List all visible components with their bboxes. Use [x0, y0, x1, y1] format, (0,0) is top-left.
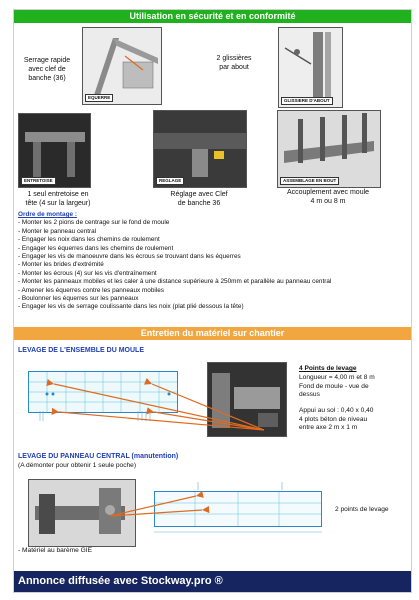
caption-entretoise — [18, 190, 98, 208]
caption-line: 4 m ou 8 m — [310, 198, 346, 205]
photo-reglage — [153, 110, 247, 188]
levage-panneau-subtitle: (A démonter pour obtenir 1 seule poche) — [18, 462, 137, 469]
photo-entretoise — [18, 113, 91, 188]
document-page — [13, 9, 412, 593]
caption-serrage — [16, 56, 78, 83]
photo-label-glissiere: GLISSIERE D'ABOUT — [281, 97, 333, 105]
photo-label-reglage: REGLAGE — [156, 177, 184, 185]
caption-line: tête (4 sur la largeur) — [25, 200, 91, 207]
caption-line: banche (36) — [28, 75, 66, 82]
detail-line: dessus — [299, 391, 320, 398]
list-item: - Monter les 2 pions de centrage sur le fond de moule — [18, 219, 170, 227]
equerre-drawing — [83, 28, 161, 104]
caption-line: par about — [219, 64, 249, 71]
appui-details — [299, 407, 373, 433]
caption-line: 1 seul entretoise en — [27, 191, 89, 198]
assembly-order-title: Ordre de montage : — [18, 211, 77, 218]
points-levage-panneau: 2 points de levage — [335, 506, 389, 513]
list-item: - Amener les équerres contre les panneaux mobiles — [18, 286, 164, 294]
section-banner-safety: Utilisation en sécurité et en conformité — [14, 10, 411, 23]
caption-line: 2 glissières — [216, 55, 252, 62]
detail-line: 4 plots béton de niveau — [299, 415, 368, 423]
levage-panneau-title: LEVAGE DU PANNEAU CENTRAL (manutention) — [18, 453, 179, 460]
glissiere-drawing — [279, 28, 342, 107]
list-item: - Monter les écrous (4) sur les vis d'entraînement — [18, 269, 157, 277]
list-item: - Engager les vis de manoeuvre dans les écrous se trouvant dans les équerres — [18, 253, 241, 261]
caption-reglage — [164, 190, 234, 208]
list-item: - Monter les brides d'extrémité — [18, 261, 104, 269]
reglage-drawing — [154, 111, 246, 187]
list-item: - Monter les panneaux mobiles et les caler à une distance supérieure à 250mm et parallèle au panneau central — [18, 278, 332, 286]
list-item: - Engager les vis de serrage coulissante dans les noix (plat plié dessous la tête) — [18, 303, 244, 311]
points-levage-title: 4 Points de levage — [299, 365, 357, 372]
photo-assemblage — [277, 110, 381, 188]
detail-line: Appui au sol : 0,40 x 0,40 — [299, 407, 374, 414]
detail-line: Longueur = 4,00 m et 8 m — [299, 374, 375, 381]
bareme-note: - Matériel au barème GIE — [18, 547, 93, 554]
caption-glissieres — [204, 54, 264, 72]
caption-line: Accouplement avec moule — [286, 189, 370, 196]
points-levage-details — [299, 374, 375, 400]
photo-equerre — [82, 27, 162, 105]
footer-banner: Annonce diffusée avec Stockway.pro ® — [14, 571, 412, 592]
list-item: - Engager les noix dans les chemins de roulement — [18, 236, 160, 244]
list-item: - Engager les équerres dans les chemins de roulement — [18, 244, 174, 252]
detail-line: entre axe 2 m x 1 m — [299, 424, 358, 431]
assembly-order — [18, 211, 408, 312]
caption-accouplement — [276, 188, 380, 206]
photo-label-equerre: EQUERRE — [85, 94, 113, 102]
photo-glissiere — [278, 27, 343, 108]
photo-label-entretoise: ENTRETOISE — [21, 177, 56, 185]
levage-ensemble-title: LEVAGE DE L'ENSEMBLE DU MOULE — [18, 347, 144, 354]
detail-line: Fond de moule - vue de — [299, 382, 369, 390]
assemblage-drawing — [278, 111, 380, 187]
photo-label-assemblage: ASSEMBLAGE EN BOUT — [280, 177, 339, 185]
caption-line: Réglage avec Clef — [170, 191, 228, 198]
caption-line: Serrage rapide — [23, 57, 71, 64]
list-item: - Boulonner les équerres sur les panneaux — [18, 295, 139, 303]
caption-line: avec clef de — [28, 66, 66, 73]
lifting-arrows-panneau — [14, 480, 214, 530]
caption-line: de banche 36 — [177, 200, 221, 207]
list-item: - Monter le panneau central — [18, 227, 97, 235]
section-banner-maintenance: Entretien du matériel sur chantier — [14, 327, 411, 340]
